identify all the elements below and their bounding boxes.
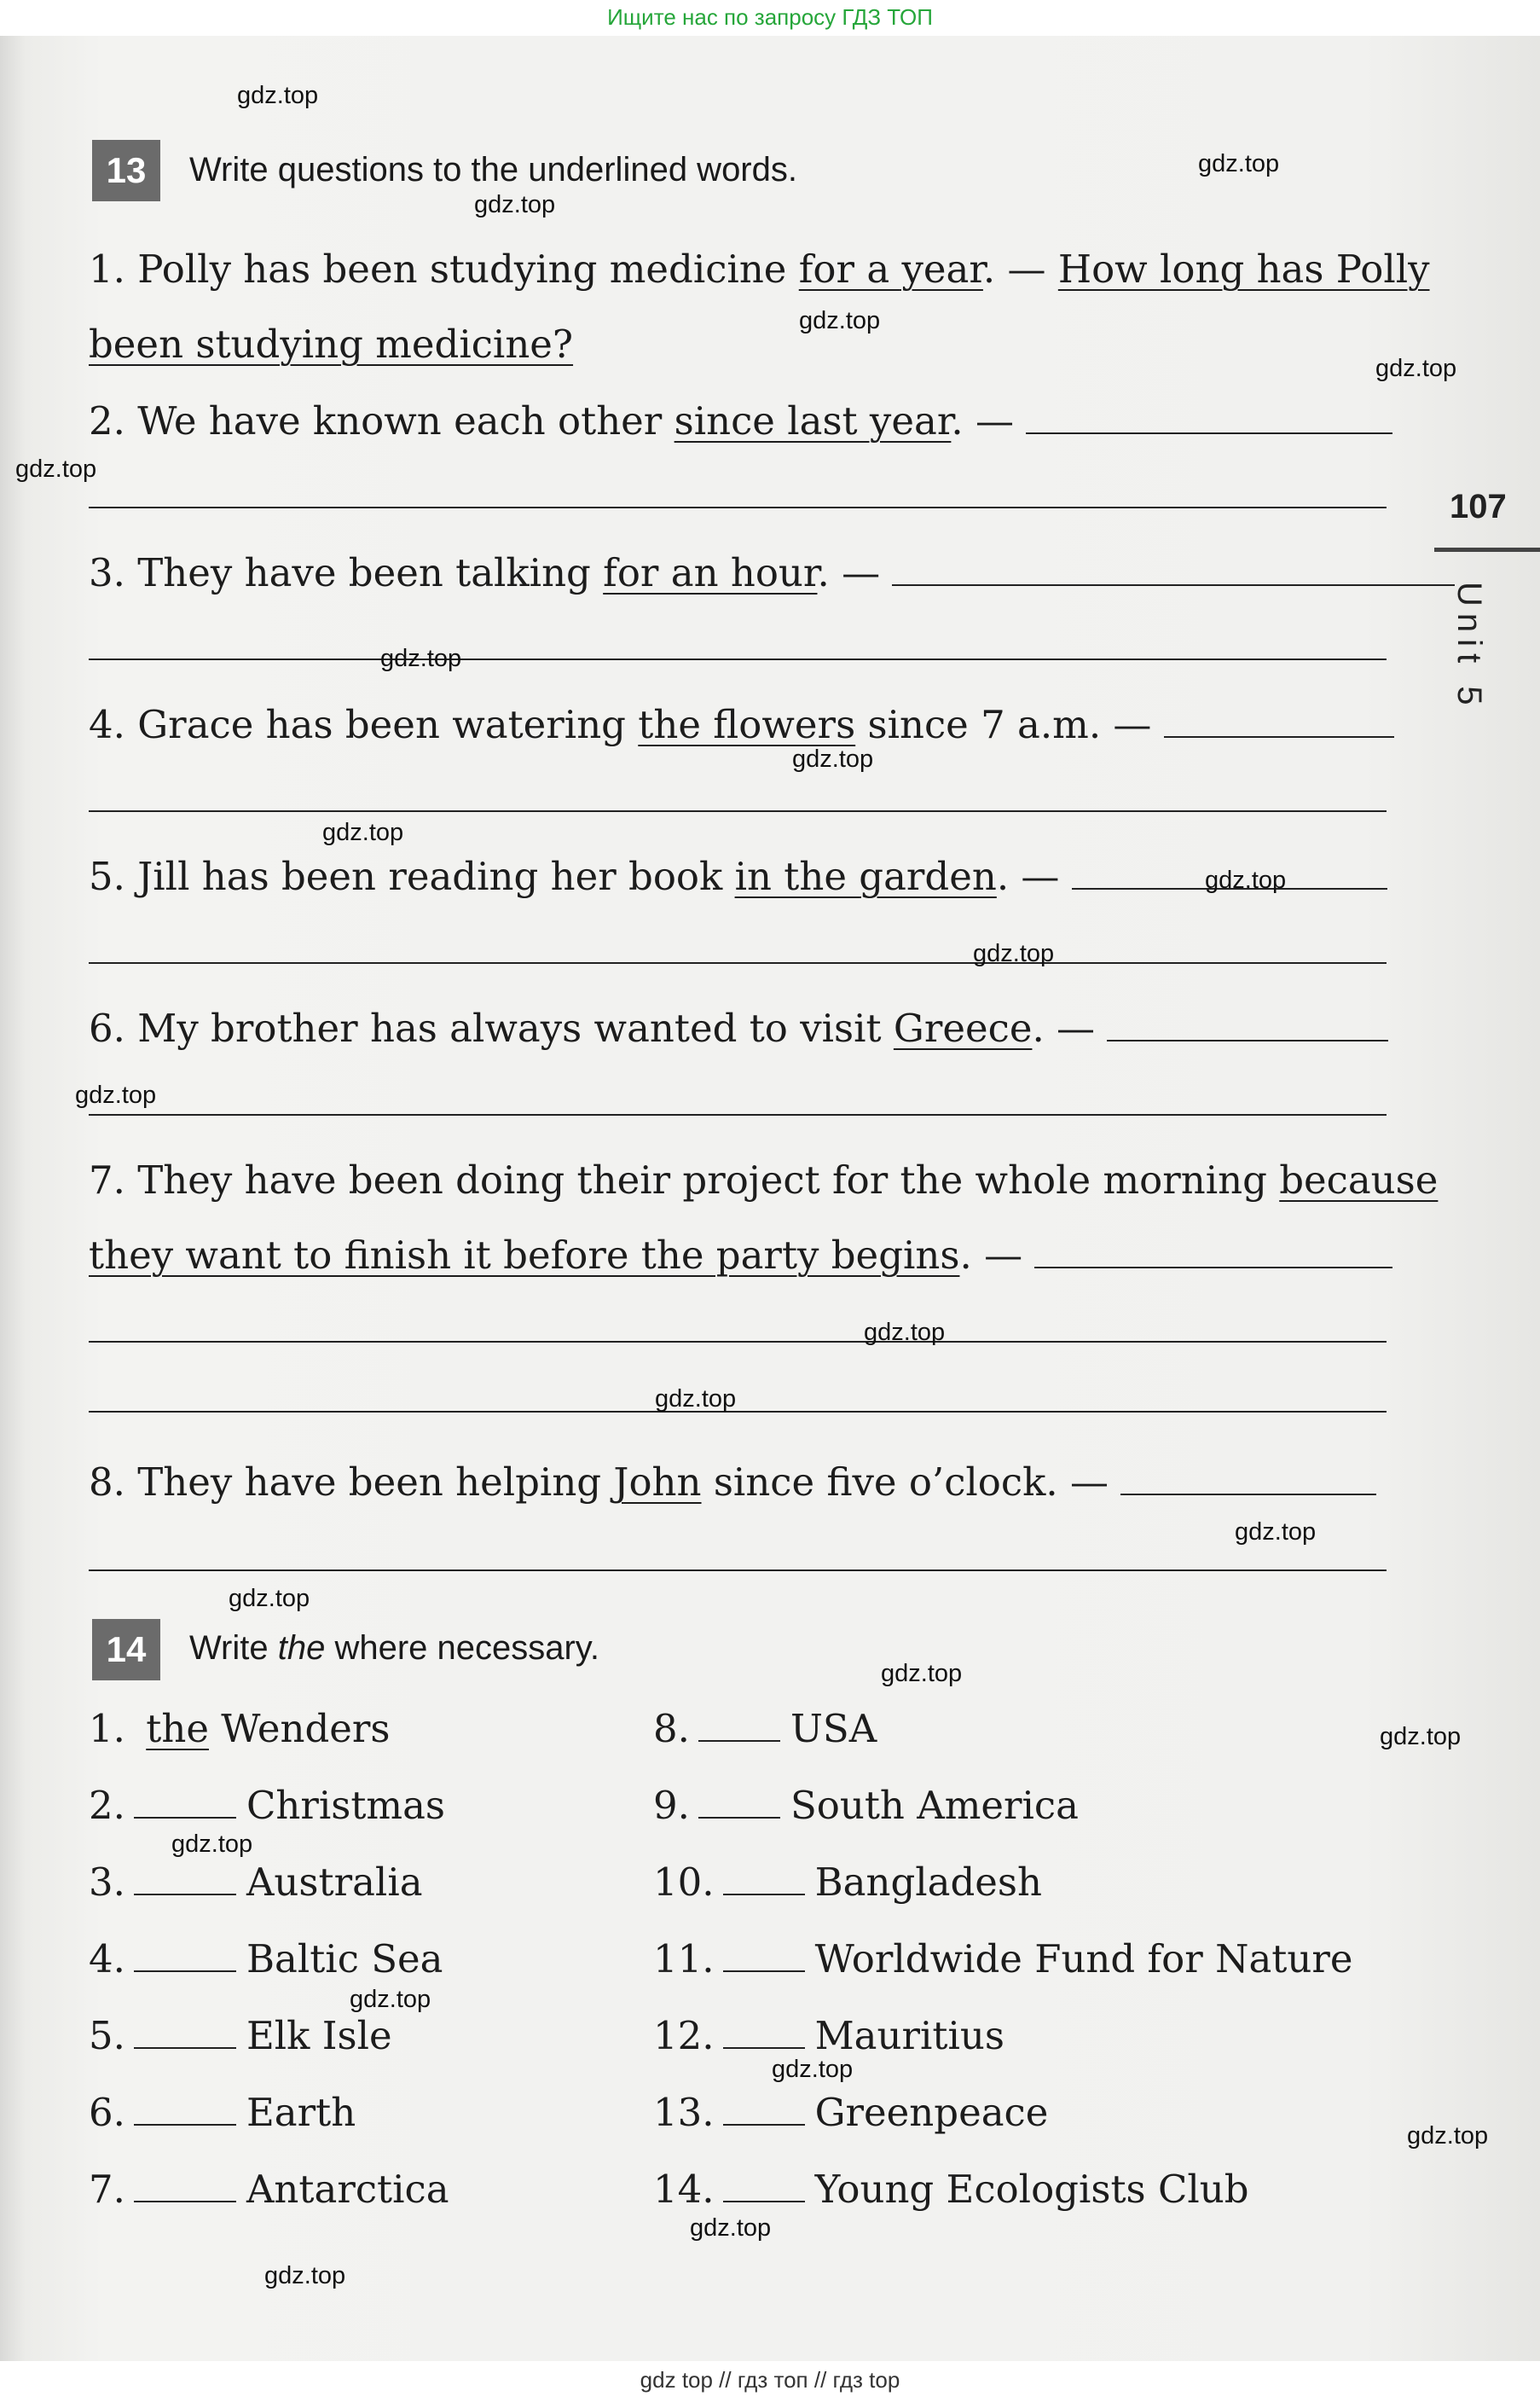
- watermark: gdz.top: [322, 819, 404, 846]
- top-banner: Ищите нас по запросу ГДЗ ТОП: [0, 0, 1540, 36]
- watermark: gdz.top: [973, 940, 1055, 967]
- list-item: 4. Baltic Sea: [89, 1936, 443, 1981]
- answer-line[interactable]: [89, 810, 1387, 812]
- list-item: 10. Bangladesh: [653, 1860, 1042, 1905]
- answer-blank[interactable]: [134, 2013, 236, 2049]
- answer-blank[interactable]: [723, 1936, 805, 1972]
- list-item: 13. Greenpeace: [653, 2090, 1049, 2135]
- watermark: gdz.top: [15, 455, 97, 483]
- watermark: gdz.top: [1380, 1723, 1462, 1750]
- watermark: gdz.top: [1205, 867, 1287, 894]
- list-item: 5. Elk Isle: [89, 2013, 392, 2058]
- watermark: gdz.top: [264, 2262, 346, 2289]
- answer-text[interactable]: the: [146, 1706, 209, 1751]
- watermark: gdz.top: [864, 1319, 946, 1346]
- answer-blank[interactable]: [1107, 997, 1388, 1041]
- watermark: gdz.top: [229, 1585, 310, 1612]
- question-1-answer-cont: [89, 307, 1385, 382]
- underlined-phrase: the flowers: [638, 702, 856, 747]
- underlined-phrase: in the garden: [734, 854, 997, 899]
- answer-blank[interactable]: [1164, 693, 1394, 738]
- underlined-phrase: because: [1279, 1157, 1439, 1203]
- question-3: 3. They have been talking for an hour. —: [89, 536, 1385, 611]
- answer-blank[interactable]: [698, 1706, 780, 1742]
- watermark: gdz.top: [1235, 1518, 1317, 1546]
- question-5: 5. Jill has been reading her book in the garden. —: [89, 839, 1385, 914]
- answer-blank[interactable]: [1120, 1451, 1376, 1495]
- answer-blank[interactable]: [134, 1783, 236, 1819]
- exercise-13-instruction: Write questions to the underlined words.: [189, 151, 797, 189]
- list-item: 11. Worldwide Fund for Nature: [653, 1936, 1353, 1981]
- answer-line[interactable]: [89, 659, 1387, 660]
- underlined-phrase: Greece: [893, 1006, 1033, 1051]
- answer-blank[interactable]: [723, 2090, 805, 2126]
- list-item: 14. Young Ecologists Club: [653, 2167, 1249, 2212]
- watermark: gdz.top: [237, 82, 319, 109]
- answer-blank[interactable]: [892, 542, 1455, 586]
- question-2: 2. We have known each other since last year. —: [89, 384, 1385, 459]
- question-1: 1. Polly has been studying medicine for a year. — How long has Polly: [89, 247, 1430, 292]
- answer-line[interactable]: [89, 507, 1387, 508]
- watermark: gdz.top: [350, 1986, 431, 2013]
- list-item: 8. USA: [653, 1706, 877, 1751]
- answer-blank[interactable]: [134, 2167, 236, 2202]
- question-4: 4. Grace has been watering the flowers since 7 a.m. —: [89, 688, 1385, 763]
- list-item: 7. Antarctica: [89, 2167, 449, 2212]
- list-item: 6. Earth: [89, 2090, 356, 2135]
- answer-line[interactable]: [89, 962, 1387, 964]
- answer-line[interactable]: [89, 1341, 1387, 1343]
- page-number: 107: [1450, 488, 1507, 525]
- list-item: 12. Mauritius: [653, 2013, 1004, 2058]
- list-item: 9. South America: [653, 1783, 1079, 1828]
- exercise-13-badge: 13: [92, 140, 160, 201]
- underlined-phrase: since last year: [674, 398, 952, 444]
- answer-blank[interactable]: [134, 1936, 236, 1972]
- underlined-phrase: for an hour: [603, 550, 818, 595]
- watermark: gdz.top: [1198, 150, 1280, 177]
- answer-blank[interactable]: [134, 2090, 236, 2126]
- question-8: 8. They have been helping John since five o’clock. —: [89, 1445, 1385, 1520]
- watermark: gdz.top: [380, 645, 462, 672]
- watermark: gdz.top: [799, 307, 881, 334]
- answer-blank[interactable]: [723, 2013, 805, 2049]
- underlined-phrase: John: [613, 1459, 702, 1505]
- watermark: gdz.top: [1407, 2122, 1489, 2150]
- answer-text: How long has Polly: [1057, 247, 1430, 292]
- watermark: gdz.top: [772, 2056, 854, 2083]
- list-item: 3. Australia: [89, 1860, 423, 1905]
- underlined-phrase: they want to finish it before the party begins: [89, 1233, 960, 1278]
- bottom-banner: gdz top // гдз топ // гдз top: [0, 2361, 1540, 2402]
- watermark: gdz.top: [655, 1385, 737, 1413]
- underlined-phrase: for a year: [798, 247, 983, 292]
- answer-text: been studying medicine?: [89, 322, 574, 367]
- question-7-cont: they want to finish it before the party begins. —: [89, 1218, 1385, 1293]
- answer-blank[interactable]: [1034, 1224, 1392, 1268]
- textbook-page: [0, 36, 1540, 2361]
- question-7: 7. They have been doing their project for the whole morning because: [89, 1157, 1439, 1203]
- watermark: gdz.top: [881, 1660, 963, 1687]
- question-6: 6. My brother has always wanted to visit Greece. —: [89, 991, 1385, 1066]
- answer-line[interactable]: [89, 1114, 1387, 1116]
- answer-blank[interactable]: [134, 1860, 236, 1895]
- unit-label: Unit 5: [1450, 582, 1488, 712]
- answer-line[interactable]: [89, 1411, 1387, 1413]
- watermark: gdz.top: [474, 191, 556, 218]
- answer-blank[interactable]: [723, 2167, 805, 2202]
- watermark: gdz.top: [690, 2214, 772, 2242]
- answer-blank[interactable]: [723, 1860, 805, 1895]
- list-item: 2. Christmas: [89, 1783, 446, 1828]
- watermark: gdz.top: [75, 1082, 157, 1109]
- answer-line[interactable]: [89, 1569, 1387, 1571]
- watermark: gdz.top: [792, 746, 874, 773]
- exercise-14-badge: 14: [92, 1619, 160, 1680]
- watermark: gdz.top: [171, 1831, 253, 1858]
- watermark: gdz.top: [1375, 355, 1457, 382]
- answer-blank[interactable]: [1026, 390, 1392, 434]
- exercise-14-instruction: Write the where necessary.: [189, 1629, 599, 1667]
- answer-blank[interactable]: [698, 1783, 780, 1819]
- list-item: 1. the Wenders: [89, 1706, 391, 1751]
